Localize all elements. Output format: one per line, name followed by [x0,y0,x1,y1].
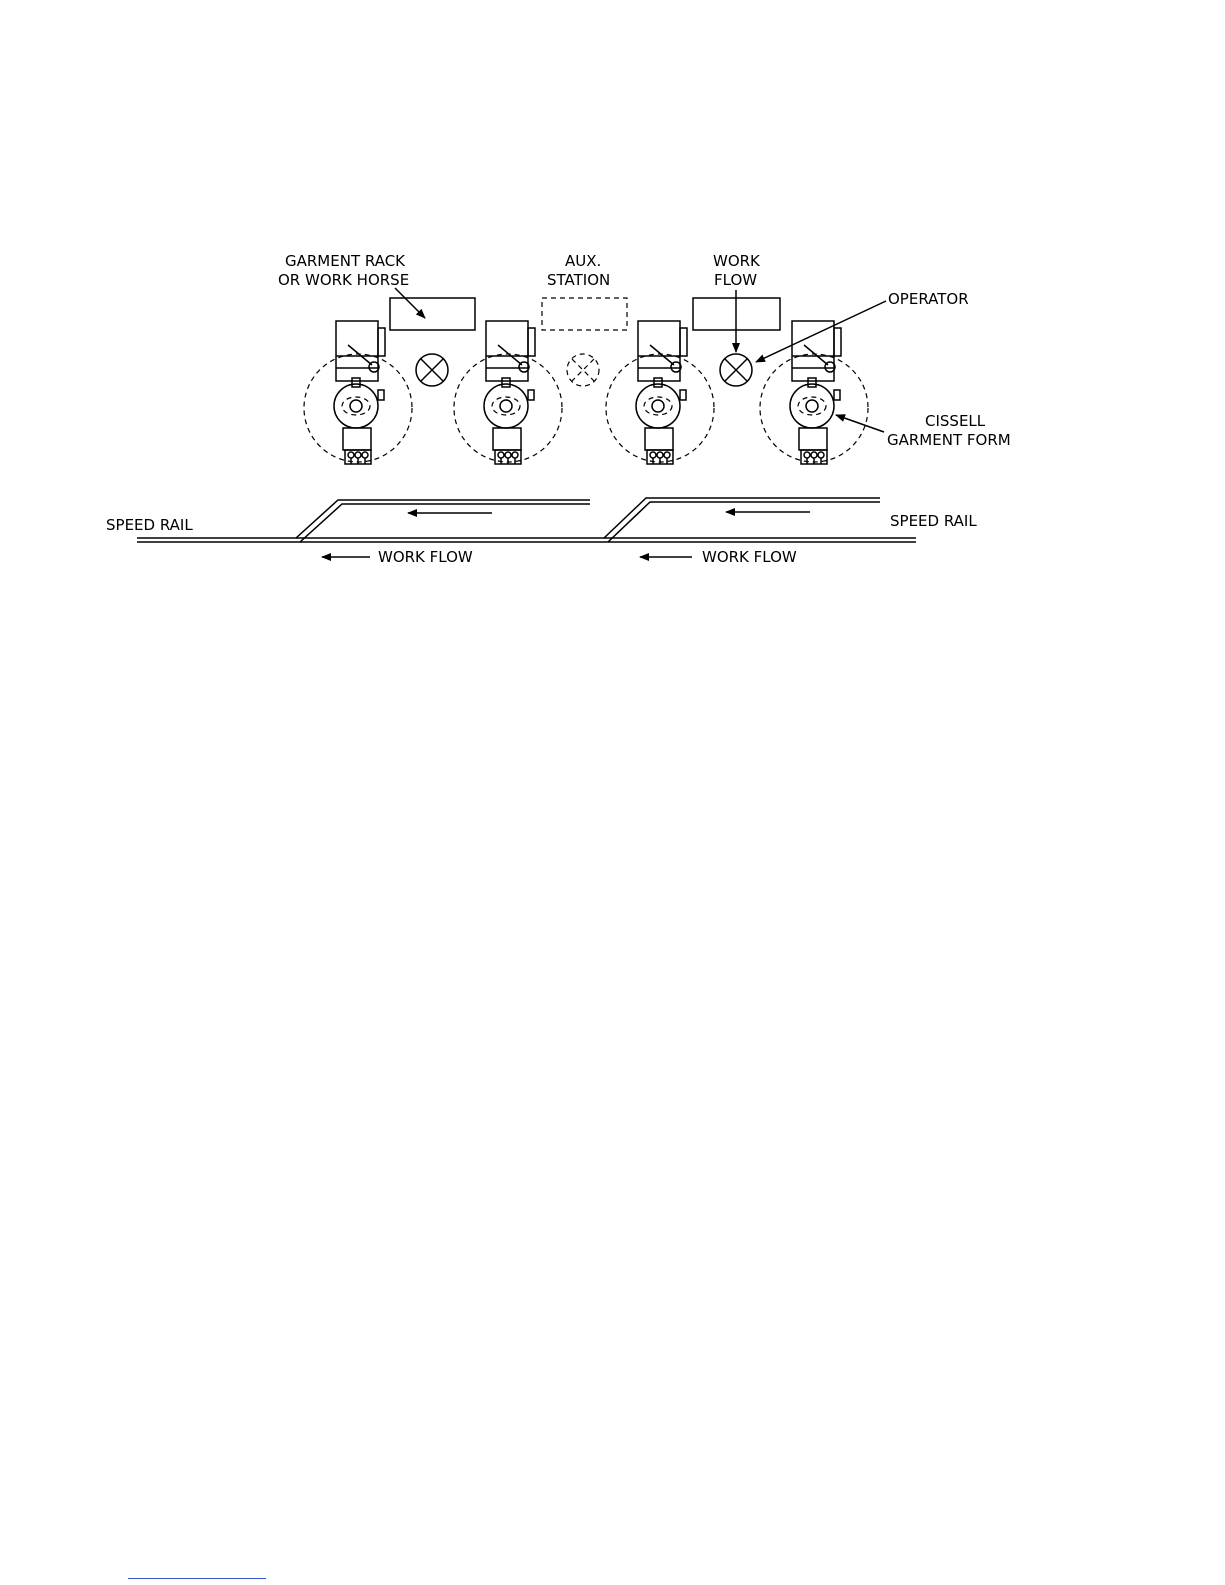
operator-leader-arrow [756,301,886,362]
speed-rail [137,498,916,542]
press-unit-4 [760,321,868,464]
cissell-label-line1: CISSELL [925,412,986,430]
press-unit-1 [304,321,412,464]
speed-rail-right-label: SPEED RAIL [890,512,977,530]
garment-rack-leader-arrow [395,288,425,318]
press-unit-3 [606,321,714,464]
work-flow-top-label-line1: WORK [713,252,760,270]
work-flow-left-label: WORK FLOW [378,548,473,566]
operator-icon-aux [567,354,599,386]
aux-station-label-line1: AUX. [565,252,602,270]
press-unit-2 [454,321,562,464]
garment-rack-label-line2: OR WORK HORSE [278,271,410,289]
cissell-leader-arrow [836,415,884,432]
operator-label: OPERATOR [888,290,969,308]
operator-icon-1 [416,354,448,386]
work-flow-right-label: WORK FLOW [702,548,797,566]
cissell-label-line2: GARMENT FORM [887,431,1011,449]
aux-station-label-line2: STATION [547,271,611,289]
speed-rail-left-label: SPEED RAIL [106,516,193,534]
work-flow-top-label-line2: FLOW [714,271,758,289]
garment-rack-label-line1: GARMENT RACK [285,252,405,270]
aux-station-box [542,298,627,330]
operator-icon-2 [720,354,752,386]
footer-rule [128,1578,266,1579]
garment-rack-left [390,298,475,330]
